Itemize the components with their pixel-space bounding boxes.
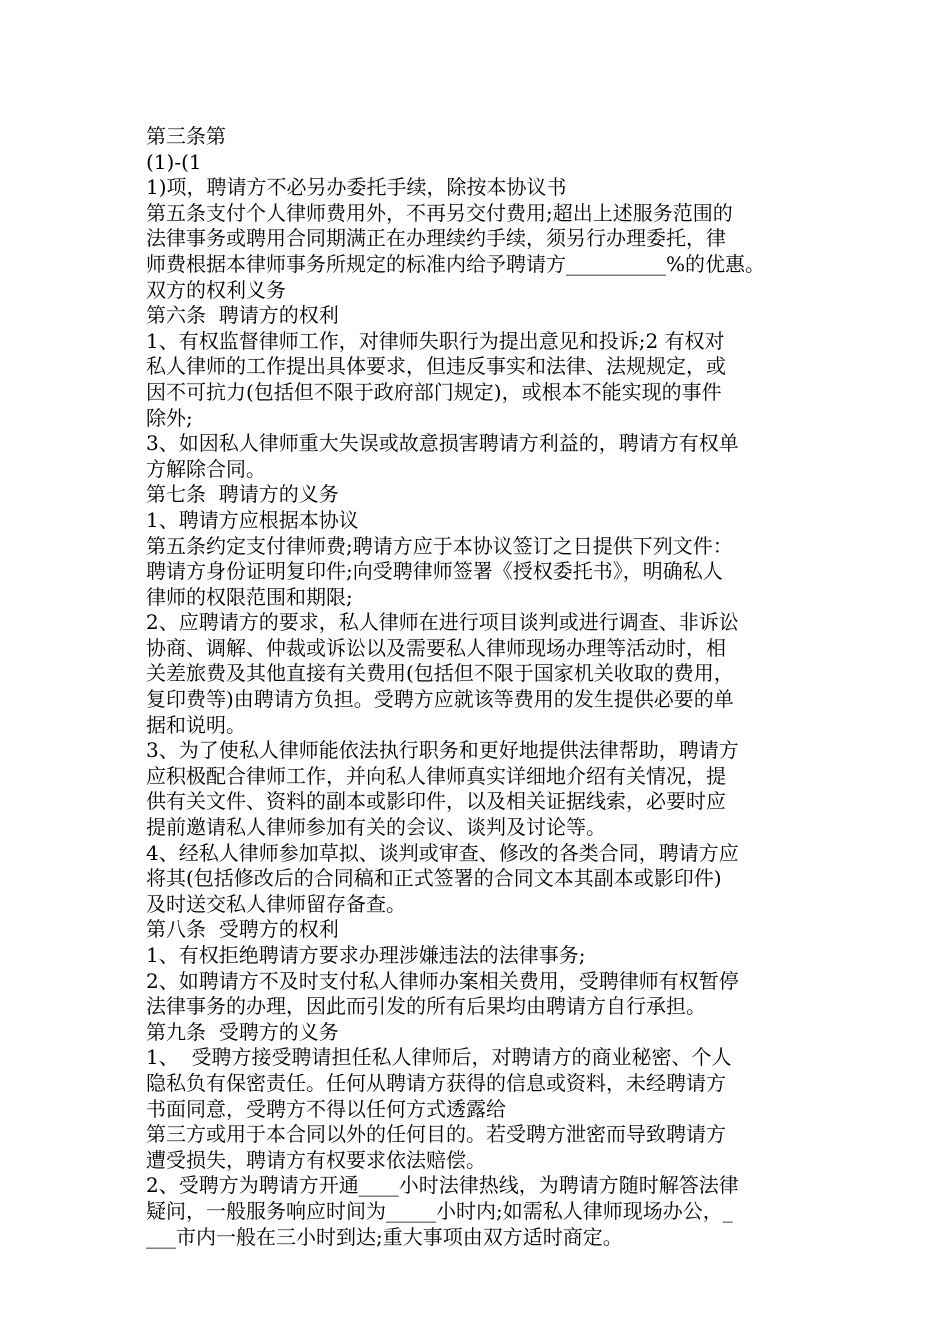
text-line: 法律事务或聘用合同期满正在办理续约手续，须另行办理委托，律: [146, 226, 726, 251]
text-line: 3、为了使私人律师能依法执行职务和更好地提供法律帮助，聘请方: [146, 738, 739, 763]
text-line: 供有关文件、资料的副本或影印件，以及相关证据线索，必要时应: [146, 789, 726, 814]
text-line: 2、受聘方为聘请方开通____小时法律热线，为聘请方随时解答法律: [146, 1173, 739, 1198]
text-line: 1、有权拒绝聘请方要求办理涉嫌违法的法律事务;: [146, 943, 586, 967]
text-line: 书面同意，受聘方不得以任何方式透露给: [146, 1096, 506, 1121]
text-line: 复印费等)由聘请方负担。受聘方应就该等费用的发生提供必要的单: [146, 687, 734, 712]
text-line: 第三条第: [146, 124, 226, 148]
text-line: 方解除合同。: [146, 456, 266, 481]
article-heading: 第六条 聘请方的权利: [146, 303, 339, 328]
text-line: 据和说明。: [146, 712, 246, 737]
text-line: 应积极配合律师工作，并向私人律师真实详细地介绍有关情况，提: [146, 763, 726, 788]
text-line: 2、如聘请方不及时支付私人律师办案相关费用，受聘律师有权暂停: [146, 968, 739, 993]
text-line: 4、经私人律师参加草拟、谈判或审查、修改的各类合同，聘请方应: [146, 840, 739, 865]
text-line: 师费根据本律师事务所规定的标准内给予聘请方__________%的优惠。: [146, 251, 766, 276]
document-body: [146, 124, 826, 1250]
section-heading: 双方的权利义务: [146, 277, 286, 302]
text-line: 关差旅费及其他直接有关费用(包括但不限于国家机关收取的费用，: [146, 661, 734, 686]
text-line: 法律事务的办理，因此而引发的所有后果均由聘请方自行承担。: [146, 994, 706, 1019]
text-line: 律师的权限范围和期限;: [146, 584, 353, 609]
text-line: 及时送交私人律师留存备查。: [146, 891, 406, 916]
text-line: 第五条约定支付律师费;聘请方应于本协议签订之日提供下列文件：: [146, 533, 733, 558]
text-line: 1)项，聘请方不必另办委托手续，除按本协议书: [146, 175, 567, 200]
text-line: 1、聘请方应根据本协议: [146, 507, 359, 532]
text-line: ___市内一般在三小时到达;重大事项由双方适时商定。: [146, 1224, 623, 1249]
text-line: 1、 受聘方接受聘请担任私人律师后，对聘请方的商业秘密、个人: [146, 1045, 732, 1070]
article-heading: 第七条 聘请方的义务: [146, 482, 339, 507]
text-line: 遭受损失，聘请方有权要求依法赔偿。: [146, 1147, 486, 1172]
text-line: 私人律师的工作提出具体要求，但违反事实和法律、法规规定，或: [146, 354, 726, 379]
text-line: 将其(包括修改后的合同稿和正式签署的合同文本其副本或影印件): [146, 866, 722, 891]
text-line: 协商、调解、仲裁或诉讼以及需要私人律师现场办理等活动时，相: [146, 635, 726, 660]
text-line: 除外;: [146, 405, 193, 430]
text-line: 第五条支付个人律师费用外，不再另交付费用;超出上述服务范围的: [146, 200, 733, 225]
text-line: 2、应聘请方的要求，私人律师在进行项目谈判或进行调查、非诉讼: [146, 610, 739, 635]
text-line: 聘请方身份证明复印件;向受聘律师签署《授权委托书》，明确私人: [146, 559, 723, 584]
text-line: 疑问，一般服务响应时间为_____小时内;如需私人律师现场办公，_: [146, 1198, 733, 1223]
article-heading: 第八条 受聘方的权利: [146, 917, 339, 942]
text-line: 隐私负有保密责任。任何从聘请方获得的信息或资料，未经聘请方: [146, 1070, 726, 1095]
text-line: (1)-(1: [146, 149, 202, 174]
text-line: 提前邀请私人律师参加有关的会议、谈判及讨论等。: [146, 815, 606, 840]
text-line: 第三方或用于本合同以外的任何目的。若受聘方泄密而导致聘请方: [146, 1122, 726, 1147]
article-heading: 第九条 受聘方的义务: [146, 1019, 339, 1044]
text-line: 3、如因私人律师重大失误或故意损害聘请方利益的，聘请方有权单: [146, 431, 739, 456]
text-line: 1、有权监督律师工作，对律师失职行为提出意见和投诉;2 有权对: [146, 328, 725, 353]
text-line: 因不可抗力(包括但不限于政府部门规定)，或根本不能实现的事件: [146, 379, 722, 404]
